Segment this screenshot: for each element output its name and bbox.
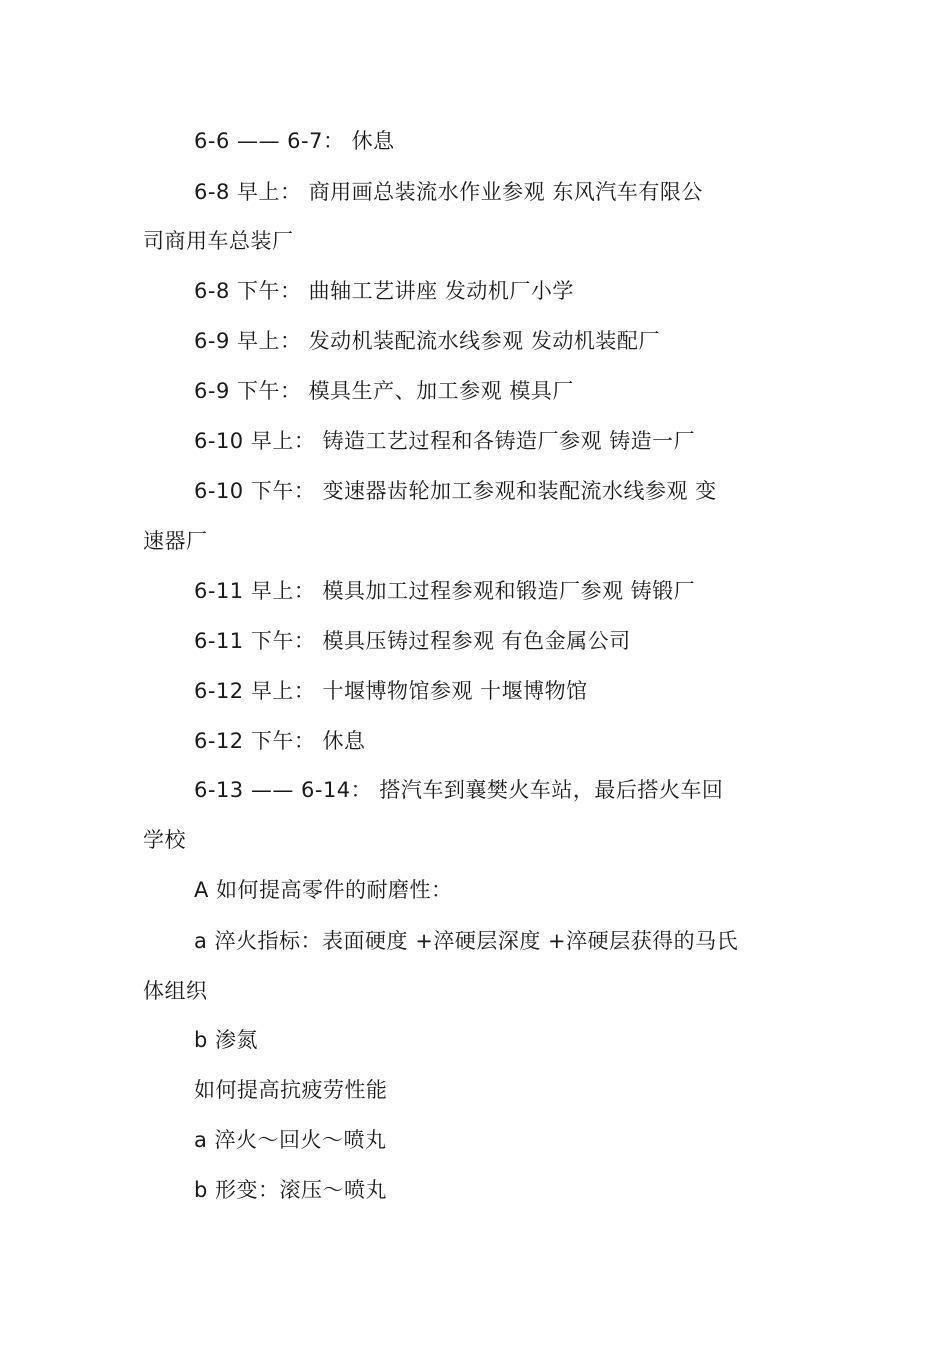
wear-item-a-cont: 体组织 [143, 979, 208, 1003]
schedule-line-6-8-morning: 6-8 早上： 商用画总装流水作业参观 东风汽车有限公 [194, 180, 703, 204]
schedule-line-6-9-morning: 6-9 早上： 发动机装配流水线参观 发动机装配厂 [194, 329, 660, 353]
fatigue-heading: 如何提高抗疲劳性能 [194, 1078, 388, 1102]
schedule-line-6-11-morning: 6-11 早上： 模具加工过程参观和锻造厂参观 铸锻厂 [194, 579, 696, 603]
schedule-line-6-9-afternoon: 6-9 下午： 模具生产、加工参观 模具厂 [194, 379, 574, 403]
schedule-line-6-10-afternoon: 6-10 下午： 变速器齿轮加工参观和装配流水线参观 变 [194, 479, 717, 503]
schedule-line-6-10-morning: 6-10 早上： 铸造工艺过程和各铸造厂参观 铸造一厂 [194, 429, 696, 453]
schedule-line-6-12-morning: 6-12 早上： 十堰博物馆参观 十堰博物馆 [194, 679, 588, 703]
wear-resistance-heading: A 如何提高零件的耐磨性： [194, 878, 453, 902]
schedule-line-6-12-afternoon: 6-12 下午： 休息 [194, 729, 366, 753]
schedule-line-6-13-cont: 学校 [143, 828, 186, 852]
wear-item-b: b 渗氮 [194, 1028, 259, 1052]
schedule-line-6-11-afternoon: 6-11 下午： 模具压铸过程参观 有色金属公司 [194, 629, 631, 653]
wear-item-a: a 淬火指标：表面硬度 +淬硬层深度 +淬硬层获得的马氏 [194, 929, 739, 953]
schedule-line-6-8-afternoon: 6-8 下午： 曲轴工艺讲座 发动机厂小学 [194, 279, 574, 303]
schedule-line-6-6: 6-6 —— 6-7： 休息 [194, 129, 395, 153]
fatigue-item-a: a 淬火～回火～喷丸 [194, 1128, 387, 1152]
schedule-line-6-13: 6-13 —— 6-14： 搭汽车到襄樊火车站，最后搭火车回 [194, 778, 724, 802]
schedule-line-6-10-afternoon-cont: 速器厂 [143, 529, 208, 553]
schedule-line-6-8-morning-cont: 司商用车总装厂 [143, 229, 294, 253]
fatigue-item-b: b 形变：滚压～喷丸 [194, 1178, 388, 1202]
